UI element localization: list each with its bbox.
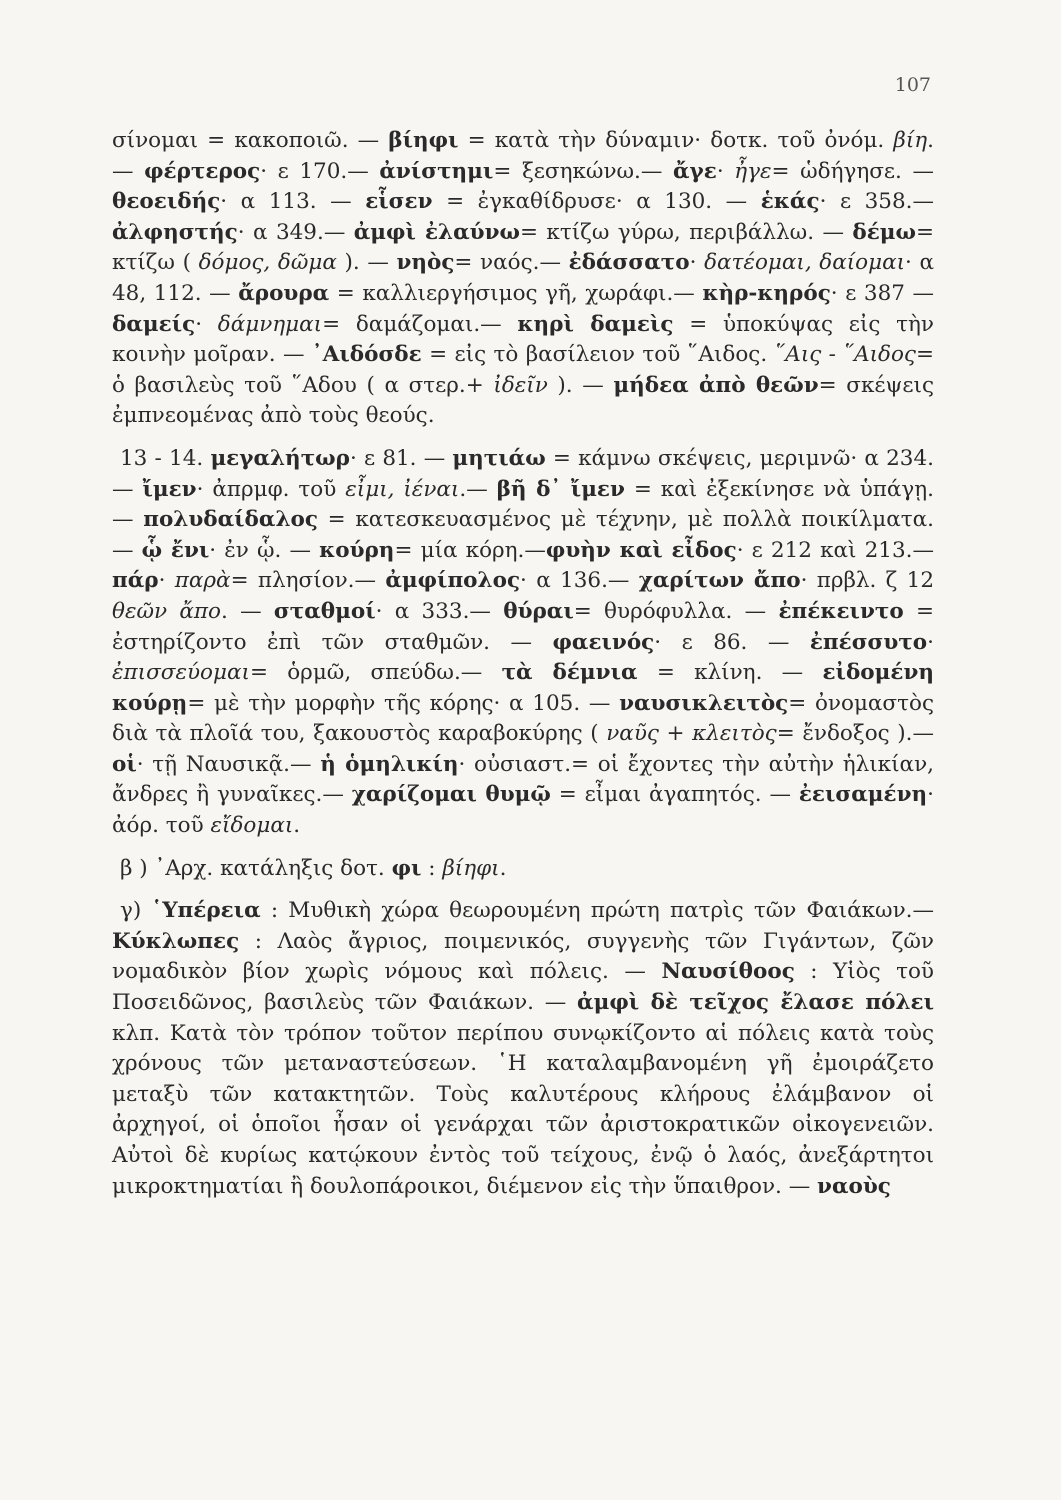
paragraph-note-beta: β ) ᾿Αρχ. κατάληξις δοτ. φι : βίηφι. (120, 855, 507, 881)
commentary-text (112, 126, 934, 1202)
paragraph-glossary-1: σίνομαι = κακοποιῶ. — βίηφι = κατὰ τὴν δύναμιν· δοτκ. τοῦ ὀνόμ. βίη. — φέρτερος· ε 170.— ἀνίστημι= ξεσηκώνω.— ἄγε· ἦγε= ὡδήγησε. — θεοειδής· α 113. — εἷσεν = ἐγκαθίδρυσε· α 130. — ἑκάς· ε 358.— ἀλφηστής· α 349.— ἀμφὶ ἐλαύνω= κτίζω γύρω, περιβάλλω. — δέμω= κτίζω ( δόμος, δῶμα ). — νηὸς= ναός.— ἐδάσσατο· δατέομαι, δαίομαι· α 48, 112. — ἄρουρα = καλλιεργήσιμος γῆ, χωράφι.— κὴρ-κηρός· ε 387 — δαμείς· δάμνημαι= δαμάζομαι.— κηρὶ δαμεὶς = ὑποκύψας εἰς τὴν κοινὴν μοῖραν. — ᾿Αιδόσδε = εἰς τὸ βασίλειον τοῦ ῞Αιδος. ῞Αις - ῞Αιδος= ὁ βασιλεὺς τοῦ ῞Αδου ( α στερ.+ ἰδεῖν ). — μήδεα ἀπὸ θεῶν= σκέψεις ἐμπνεομένας ἀπὸ τοὺς θεούς. (112, 128, 935, 429)
paragraph-note-gamma: γ) ῾Υπέρεια : Μυθικὴ χώρα θεωρουμένη πρώτη πατρὶς τῶν Φαιάκων.— Κύκλωπες : Λαὸς ἄγριος, ποιμενικός, συγγενὴς τῶν Γιγάντων, ζῶν νομαδικὸν βίον χωρὶς νόμους καὶ πόλεις. — Ναυσίθοος : Υἱὸς τοῦ Ποσειδῶνος, βασιλεὺς τῶν Φαιάκων. — ἀμφὶ δὲ τεῖχος ἔλασε πόλει κλπ. Κατὰ τὸν τρόπον τοῦτον περίπου συνῳκίζοντο αἱ πόλεις κατὰ τοὺς χρόνους τῶν μεταναστεύσεων. ῾Η καταλαμβανομένη γῆ ἐμοιράζετο μεταξὺ τῶν κατακτητῶν. Τοὺς καλυτέρους κλήρους ἐλάμβανον οἱ ἀρχηγοί, οἱ ὁποῖοι ἦσαν οἱ γενάρχαι τῶν ἀριστοκρατικῶν οἰκογενειῶν. Αὐτοὶ δὲ κυρίως κατῴκουν ἐντὸς τοῦ τείχους, ἐνῷ ὁ λαός, ἀνεξάρτητοι μικροκτηματίαι ἢ δουλοπάροικοι, διέμενον εἰς τὴν ὕπαιθρον. — ναοὺς (112, 898, 934, 1199)
page-number: 107 (894, 74, 931, 96)
paragraph-glossary-2: 13 - 14. μεγαλήτωρ· ε 81. — μητιάω = κάμνω σκέψεις, μεριμνῶ· α 234.— ἴμεν· ἀπρμφ. τοῦ εἶμι, ἰέναι.— βῆ δ᾿ ἴμεν = καὶ ἐξεκίνησε νὰ ὑπάγῃ. — πολυδαίδαλος = κατεσκευασμένος μὲ τέχνην, μὲ πολλὰ ποικίλματα. — ᾧ ἔνι· ἐν ᾧ. — κούρη= μία κόρη.—φυὴν καὶ εἶδος· ε 212 καὶ 213.— πάρ· παρὰ= πλησίον.— ἀμφίπολος· α 136.— χαρίτων ἄπο· πρβλ. ζ 12 θεῶν ἄπο. — σταθμοί· α 333.— θύραι= θυρόφυλλα. — ἐπέκειντο = ἐστηρίζοντο ἐπὶ τῶν σταθμῶν. — φαεινός· ε 86. — ἐπέσσυτο· ἐπισσεύομαι= ὁρμῶ, σπεύδω.— τὰ δέμνια = κλίνη. — εἰδομένη κούρῃ= μὲ τὴν μορφὴν τῆς κόρης· α 105. — ναυσικλειτὸς= ὀνομαστὸς διὰ τὰ πλοῖά του, ξακουστὸς καραβοκύρης ( ναῦς + κλειτὸς= ἔνδοξος ).— οἱ· τῇ Ναυσικᾷ.— ἡ ὁμηλικίη· οὐσιαστ.= οἱ ἔχοντες τὴν αὐτὴν ἡλικίαν, ἄνδρες ἢ γυναῖκες.— χαρίζομαι θυμῷ = εἶμαι ἀγαπητός. — ἐεισαμένη· ἀόρ. τοῦ εἴδομαι. (112, 445, 935, 839)
